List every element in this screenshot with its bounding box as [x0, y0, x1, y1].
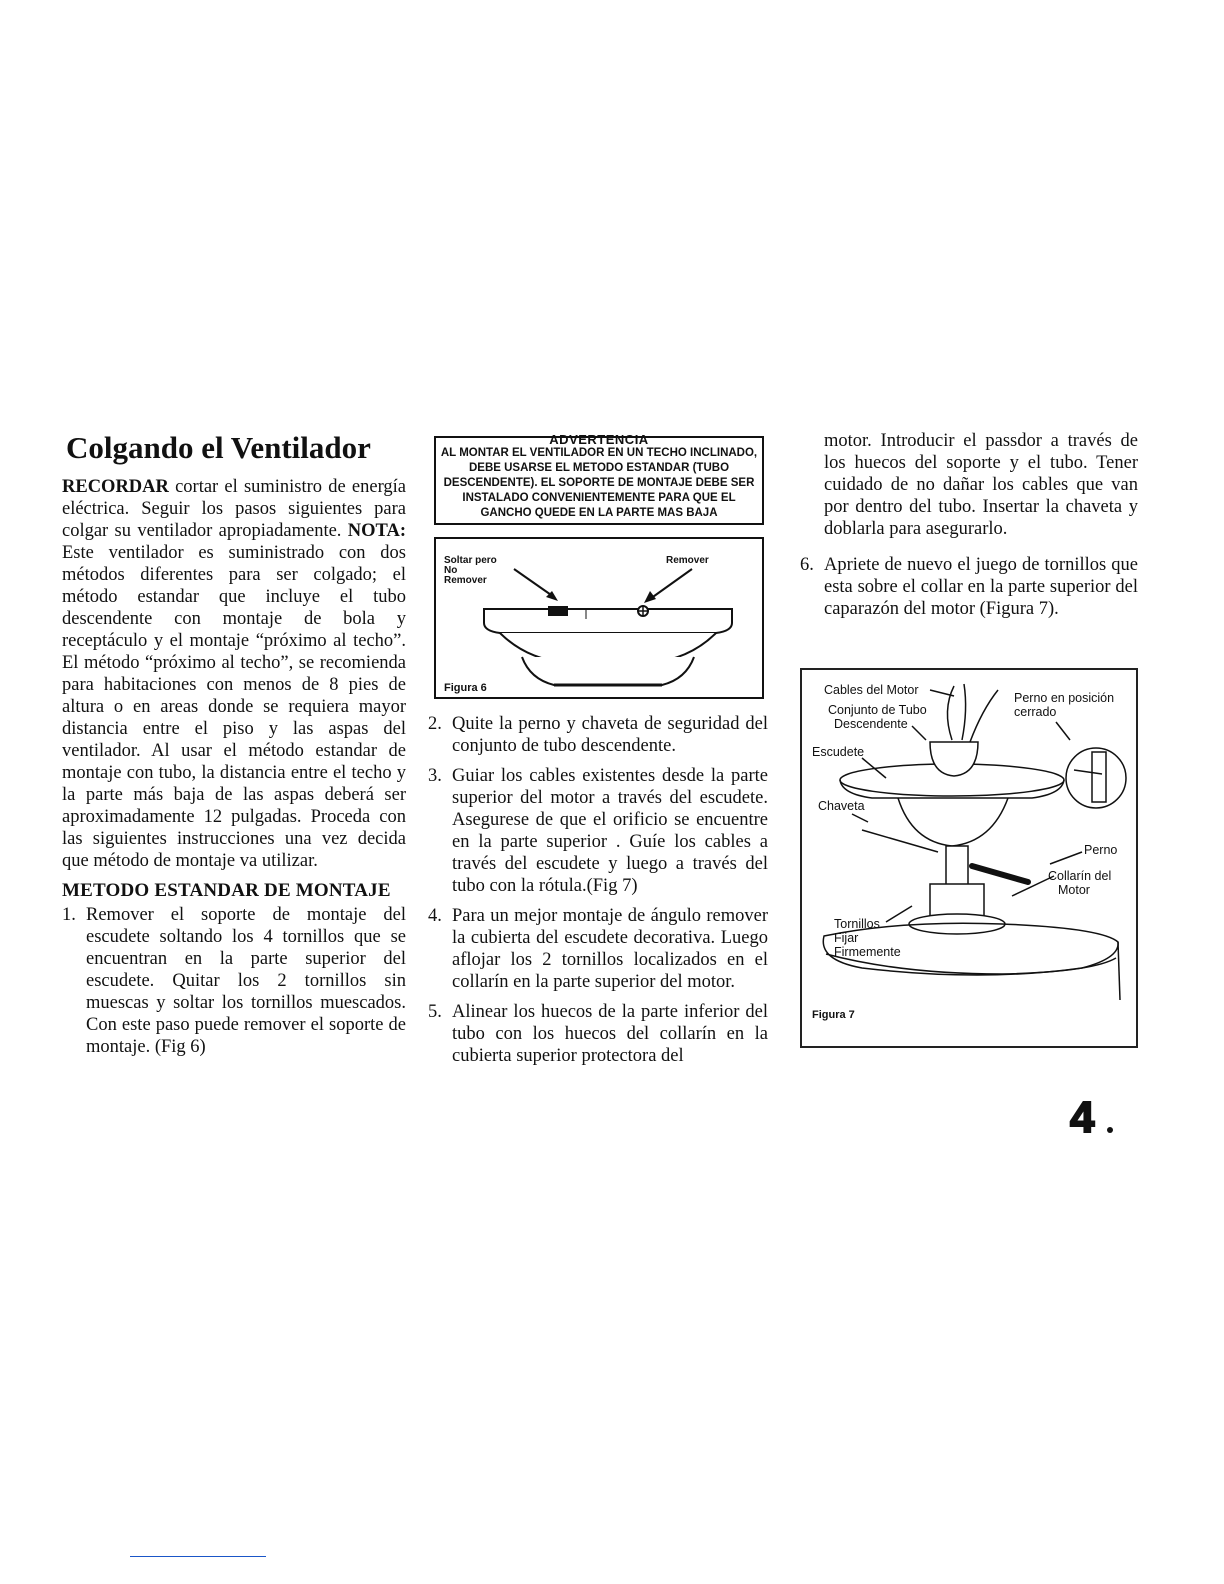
- pin: [972, 866, 1028, 882]
- fig6-label-soltar: Soltar pero: [444, 555, 497, 566]
- warning-box: [434, 432, 764, 525]
- step-number: 2.: [428, 714, 442, 734]
- downrod-assembly-illustration: [802, 670, 1136, 1046]
- fig6-caption: Figura 6: [444, 682, 487, 694]
- fig6-label-remover-right: Remover: [666, 555, 709, 566]
- step-text: Guiar los cables existentes desde la parte superior del motor a través del escudete. Asegurese de que el orificio se encuentre en la parte superior . Guíe los cables a través del escudete y luego a través del tubo con la rótula.(Fig 7): [452, 766, 768, 896]
- label-collarin-2: Motor: [1058, 883, 1090, 897]
- label-perno-pos-2: cerrado: [1014, 705, 1057, 719]
- step-1: [62, 904, 406, 1058]
- step-text: Quite la perno y chaveta de seguridad del conjunto de tubo descendente.: [452, 714, 768, 756]
- page-number: [1066, 1090, 1126, 1149]
- note-text: Este ventilador es suministrado con dos métodos diferentes para ser colgado; el método estandar que incluye el tubo descendente con montaje de bola y receptáculo y el montaje “próximo al techo”. El método “próximo al techo”, se recomienda para habitaciones con menos de 8 pies de altura o en areas donde se requiera mayor distancia entre el piso y las aspas del ventilador. Al usar el método estandar de montaje con tubo, la distancia entre el techo y la parte más baja de las aspas deberá ser aproximadamente 12 pulgadas. Proceda con las siguientes instrucciones una vez decida que método de montaje va utilizar.: [62, 543, 406, 871]
- escudete-body: [898, 798, 1008, 846]
- intro-text: cortar el suministro de energía eléctrica. Seguir los pasos siguientes para colgar su ventilador apropiadamente.: [62, 477, 406, 541]
- arrow-right: [650, 569, 692, 599]
- label-conjunto-1: Conjunto de Tubo: [828, 703, 927, 717]
- step-6: [800, 554, 1138, 620]
- label-cables-motor: Cables del Motor: [824, 683, 919, 697]
- fig7-caption: Figura 7: [812, 1009, 855, 1021]
- canopy-bottom: [522, 657, 694, 685]
- step-text: Remover el soporte de montaje del escudete soltando los 4 tornillos que se encuentran en la parte superior del escudete. Quitar los 2 tornillos sin muescas y soltar los tornillos muescados. Con este paso puede remover el soporte de montaje. (Fig 6): [86, 905, 406, 1057]
- step-2: [428, 713, 768, 757]
- mounting-bracket-illustration: [436, 539, 762, 697]
- step-text: Alinear los huecos de la parte inferior del tubo con los huecos del collarín en la cubierta superior protectora del: [452, 1002, 768, 1066]
- step-number: 6.: [800, 555, 814, 575]
- step-number: 3.: [428, 766, 442, 786]
- step-number: 4.: [428, 906, 442, 926]
- nota-label: NOTA:: [347, 521, 406, 541]
- label-perno-pos-1: Perno en posición: [1014, 691, 1115, 705]
- label-collarin-1: Collarín del: [1048, 869, 1112, 883]
- step-text: Apriete de nuevo el juego de tornillos que esta sobre el collar en la parte superior del caparazón del motor (Figura 7).: [824, 555, 1138, 619]
- label-tornillos-2: Fijar: [834, 931, 859, 945]
- figure-7: [800, 668, 1138, 1048]
- slotted-screw: [548, 606, 568, 616]
- label-perno: Perno: [1084, 843, 1118, 857]
- warning-title: ADVERTENCIA: [549, 432, 649, 447]
- label-tornillos-1: Tornillos: [834, 917, 880, 931]
- step-text: motor. Introducir el passdor a través de los huecos del soporte y el tubo. Tener cuidado de no dañar los cables que van por dentro del tubo. Insertar la chaveta y doblarla para asegurarlo.: [824, 431, 1138, 539]
- page-number-dot: [1107, 1127, 1113, 1133]
- label-chaveta: Chaveta: [818, 799, 865, 813]
- warning-text: AL MONTAR EL VENTILADOR EN UN TECHO INCLINADO, DEBE USARSE EL METODO ESTANDAR (TUBO DESCENDENTE). EL SOPORTE DE MONTAJE DEBE SER INSTALADO CONVENIENTEMENTE PARA QUE EL GANCHO QUEDE EN LA PARTE MAS BAJA: [440, 447, 758, 519]
- recordar-label: RECORDAR: [62, 477, 169, 497]
- figure-6: [434, 537, 764, 699]
- step-5: [428, 1001, 768, 1067]
- clip: [862, 830, 938, 852]
- ball-joint: [930, 742, 978, 776]
- fig6-label-remover-left: Remover: [444, 575, 487, 586]
- arrow-head-right: [644, 591, 656, 603]
- step-number: 1.: [62, 905, 76, 925]
- intro-paragraph: [62, 476, 406, 872]
- page-number-text: 4: [1070, 1093, 1095, 1142]
- column-left: [62, 430, 406, 1066]
- column-right: [800, 430, 1138, 628]
- step-5-continued: [800, 430, 1138, 540]
- footer-rule: [130, 1556, 266, 1557]
- page-title: Colgando el Ventilador: [66, 430, 371, 465]
- column-middle: [428, 432, 768, 1075]
- label-escudete: Escudete: [812, 745, 865, 759]
- section-heading: METODO ESTANDAR DE MONTAJE: [62, 880, 391, 901]
- bracket-rim: [484, 609, 732, 633]
- fig6-label-no: No: [444, 565, 458, 576]
- step-4: [428, 905, 768, 993]
- step-3: [428, 765, 768, 897]
- label-conjunto-2: Descendente: [834, 717, 908, 731]
- step-text: Para un mejor montaje de ángulo remover la cubierta del escudete decorativa. Luego aflojar los 2 tornillos localizados en el collarín en la parte superior del motor.: [452, 906, 768, 992]
- arrow-left: [514, 569, 554, 597]
- label-tornillos-3: Firmemente: [834, 945, 901, 959]
- step-number: 5.: [428, 1002, 442, 1022]
